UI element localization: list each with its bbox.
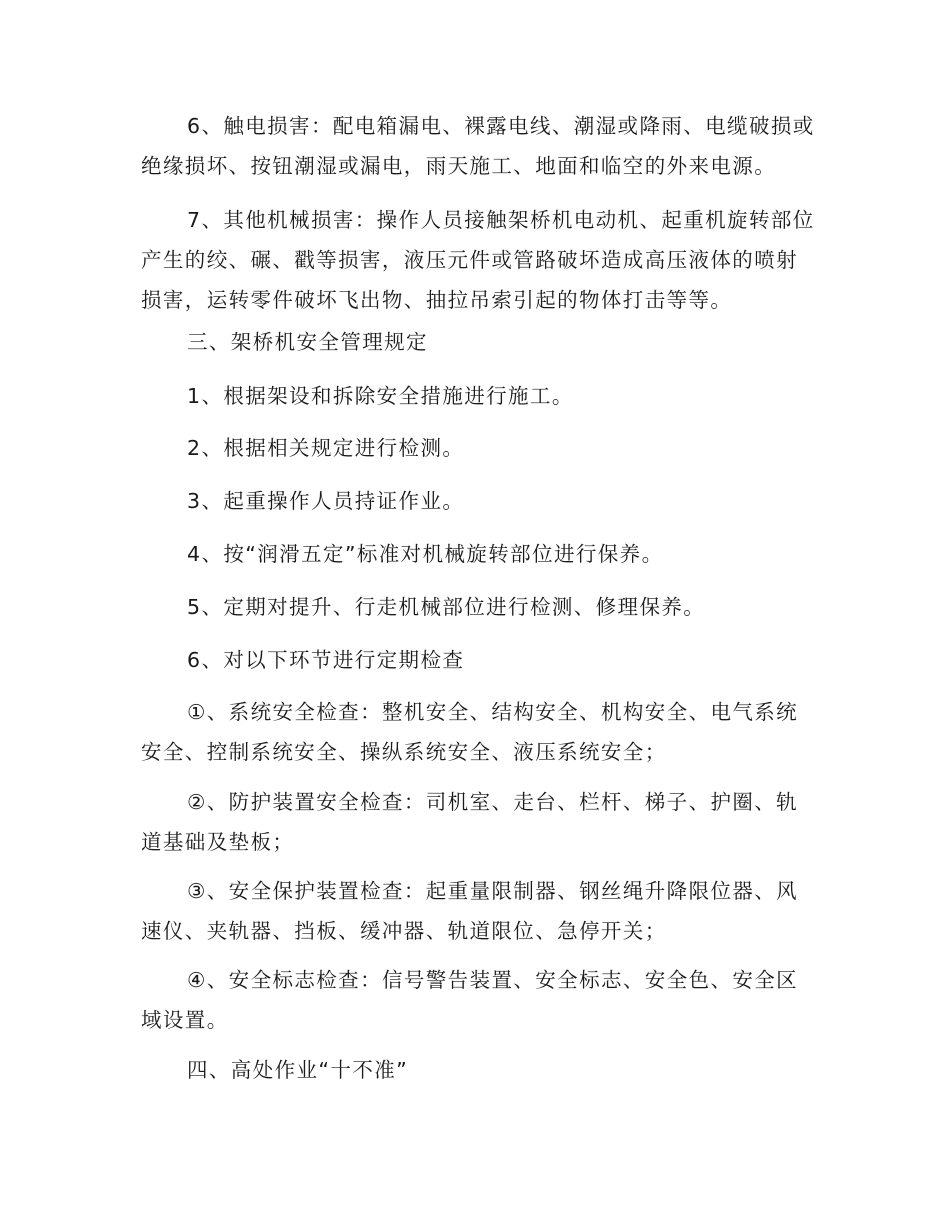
rule-item-5 [141,587,811,627]
paragraph-line: ④、安全标志检查：信号警告装置、安全标志、安全色、安全区 [187,968,799,992]
paragraph-mechanical-damage [141,200,815,320]
list-item-text: 2、根据相关规定进行检测。 [187,436,465,460]
paragraph-line: 产生的绞、碾、戳等损害，液压元件或管路破坏造成高压液体的喷射 [141,248,798,272]
list-item-text: 5、定期对提升、行走机械部位进行检测、修理保养。 [187,595,706,619]
paragraph-line: ②、防护装置安全检查：司机室、走台、栏杆、梯子、护圈、轨 [187,790,799,814]
list-item-text: 3、起重操作人员持证作业。 [187,489,465,513]
paragraph-line: 速仪、夹轨器、挡板、缓冲器、轨道限位、急停开关； [141,919,667,943]
section-heading-3 [141,322,811,362]
list-item-text: 4、按“润滑五定”标准对机械旋转部位进行保养。 [187,542,664,566]
list-item-text: 1、根据架设和拆除安全措施进行施工。 [187,384,574,408]
rule-item-4 [141,534,811,574]
rule-item-3 [141,481,811,521]
rule-item-2 [141,428,811,468]
paragraph-line: 损害，运转零件破坏飞出物、抽拉吊索引起的物体打击等等。 [141,288,733,312]
heading-text: 三、架桥机安全管理规定 [187,330,428,354]
paragraph-line: 安全、控制系统安全、操纵系统安全、液压系统安全； [141,740,667,764]
rule-item-6 [141,640,811,680]
paragraph-line: 绝缘损坏、按钮潮湿或漏电，雨天施工、地面和临空的外来电源。 [141,154,777,178]
check-item-safety-devices [141,871,811,951]
paragraph-line: 6、触电损害：配电箱漏电、裸露电线、潮湿或降雨、电缆破损或 [187,114,815,138]
paragraph-line: 道基础及垫板； [141,830,295,854]
check-item-signs [141,960,811,1040]
check-item-protection [141,782,811,862]
paragraph-line: ①、系统安全检查：整机安全、结构安全、机构安全、电气系统 [187,700,799,724]
section-heading-4 [141,1050,811,1090]
list-item-text: 6、对以下环节进行定期检查 [187,648,465,672]
paragraph-line: 域设置。 [141,1008,229,1032]
paragraph-line: ③、安全保护装置检查：起重量限制器、钢丝绳升降限位器、风 [187,879,799,903]
rule-item-1 [141,376,811,416]
heading-text: 四、高处作业“十不准” [187,1058,409,1082]
paragraph-electric-shock [141,106,815,186]
paragraph-line: 7、其他机械损害：操作人员接触架桥机电动机、起重机旋转部位 [187,208,815,232]
check-item-system [141,692,811,772]
